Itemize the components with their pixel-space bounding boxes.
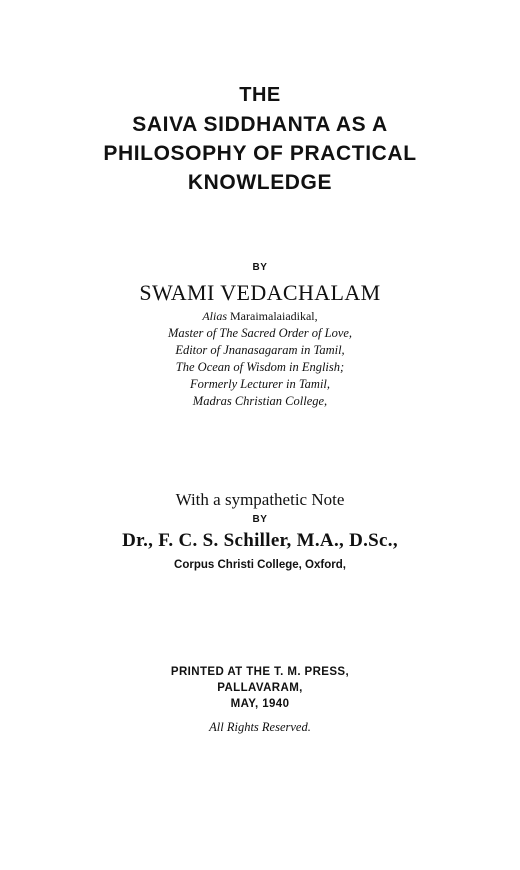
- author-alias: [0, 309, 520, 324]
- title-line-the: THE: [239, 84, 281, 106]
- title-line-philosophy: PHILOSOPHY OF PRACTICAL: [103, 142, 417, 165]
- by-label: BY: [252, 262, 268, 273]
- credential-line: Madras Christian College,: [192, 394, 328, 408]
- title-line-knowledge: KNOWLEDGE: [187, 171, 333, 194]
- rights-reserved: All Rights Reserved.: [209, 720, 311, 734]
- imprint-printer: PRINTED AT THE T. M. PRESS,: [170, 666, 350, 678]
- credential-line: Formerly Lecturer in Tamil,: [189, 377, 331, 391]
- note-by-label: BY: [252, 514, 268, 525]
- alias-prefix: Alias: [202, 309, 228, 323]
- title-line-saiva-siddhanta: SAIVA SIDDHANTA AS A: [132, 113, 388, 136]
- sympathetic-note: With a sympathetic Note: [175, 490, 345, 509]
- credential-line: The Ocean of Wisdom in English;: [175, 360, 345, 374]
- author-name: SWAMI VEDACHALAM: [139, 280, 381, 305]
- alias-name: Maraimalaiadikal,: [230, 309, 318, 323]
- note-affiliation: Corpus Christi College, Oxford,: [174, 559, 346, 571]
- credential-line: Master of The Sacred Order of Love,: [167, 326, 353, 340]
- note-contributor: Dr., F. C. S. Schiller, M.A., D.Sc.,: [122, 530, 398, 551]
- imprint-date: MAY, 1940: [230, 698, 290, 710]
- imprint-place: PALLAVARAM,: [217, 682, 303, 694]
- credential-line: Editor of Jnanasagaram in Tamil,: [175, 343, 345, 357]
